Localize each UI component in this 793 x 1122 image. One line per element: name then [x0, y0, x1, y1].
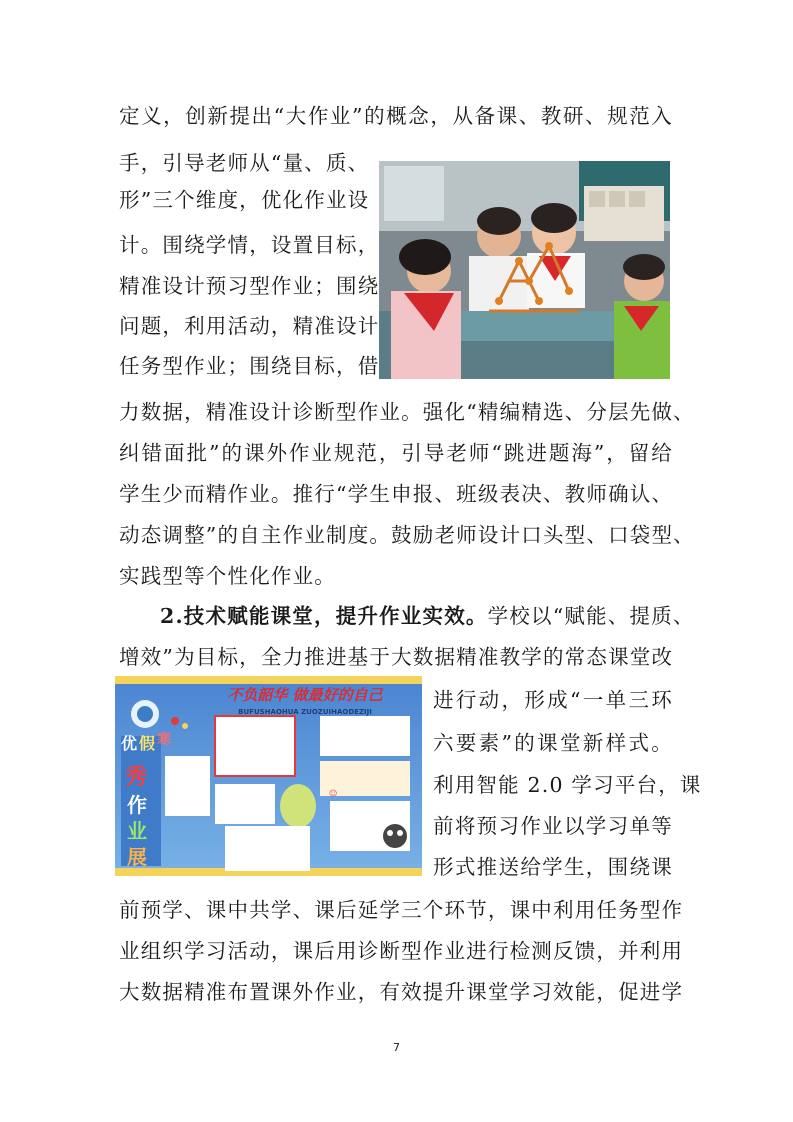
poster-side-char: 展 [127, 845, 147, 869]
poster-side-char: 寒 [157, 732, 171, 748]
svg-text:☺: ☺ [329, 789, 338, 798]
text-line: 问题，利用活动，精准设计 [119, 314, 380, 338]
text-line: 前预学、课中共学、课后延学三个环节，课中利用任务型作 [119, 898, 684, 922]
poster-side-char: 作 [127, 793, 147, 817]
poster-banner: 不负韶华 做最好的自己 [227, 686, 383, 704]
text-line: 大数据精准布置课外作业，有效提升课堂学习效能，促进学 [119, 980, 684, 1004]
section-heading-rest: 学校以“赋能、提质、 [487, 604, 695, 628]
text-line: 手，引导老师从“量、质、 [119, 151, 370, 175]
text-line: 形式推送给学生，围绕课 [433, 855, 673, 879]
poster-side-char: 业 [127, 819, 147, 843]
homework-exhibition-poster [115, 676, 422, 876]
classroom-photo [379, 161, 670, 379]
text-line: 定义，创新提出“大作业”的概念，从备课、教研、规范入 [119, 104, 673, 128]
classroom-photo-illustration [379, 161, 670, 379]
text-line: 实践型等个性化作业。 [119, 564, 336, 588]
poster-side-char: 优 [121, 734, 138, 753]
page-number: 7 [393, 1041, 400, 1054]
section-heading-line [160, 604, 695, 628]
text-line: 业组织学习活动，课后用诊断型作业进行检测反馈，并利用 [119, 939, 684, 963]
poster-side-char: 秀 [125, 765, 148, 790]
text-line: 学生少而精作业。推行“学生申报、班级表决、教师确认、 [119, 482, 674, 506]
text-line: 力数据，精准设计诊断型作业。强化“精编精选、分层先做、 [119, 400, 695, 424]
poster-side-char: 假 [139, 734, 156, 753]
text-line: 动态调整”的自主作业制度。鼓励老师设计口头型、口袋型、 [119, 523, 695, 547]
text-line: 利用智能 2.0 学习平台，课 [433, 773, 702, 797]
text-line: 任务型作业；围绕目标，借 [119, 354, 380, 378]
text-line: 形”三个维度，优化作业设 [119, 188, 370, 212]
text-line: 精准设计预习型作业；围绕 [119, 274, 380, 298]
poster-illustration [115, 676, 422, 876]
poster-pinyin: BUFUSHAOHUA ZUOZUIHAODEZIJI [238, 708, 372, 716]
text-line: 进行动，形成“一单三环 [433, 688, 673, 712]
text-line: 纠错面批”的课外作业规范，引导老师“跳进题海”，留给 [119, 441, 673, 465]
text-line: 前将预习作业以学习单等 [433, 814, 673, 838]
text-line: 六要素”的课堂新样式。 [433, 731, 673, 755]
text-line: 增效”为目标，全力推进基于大数据精准教学的常态课堂改 [119, 645, 674, 669]
section-heading: 2.技术赋能课堂，提升作业实效。 [160, 604, 488, 628]
text-line: 计。围绕学情，设置目标， [119, 233, 380, 257]
